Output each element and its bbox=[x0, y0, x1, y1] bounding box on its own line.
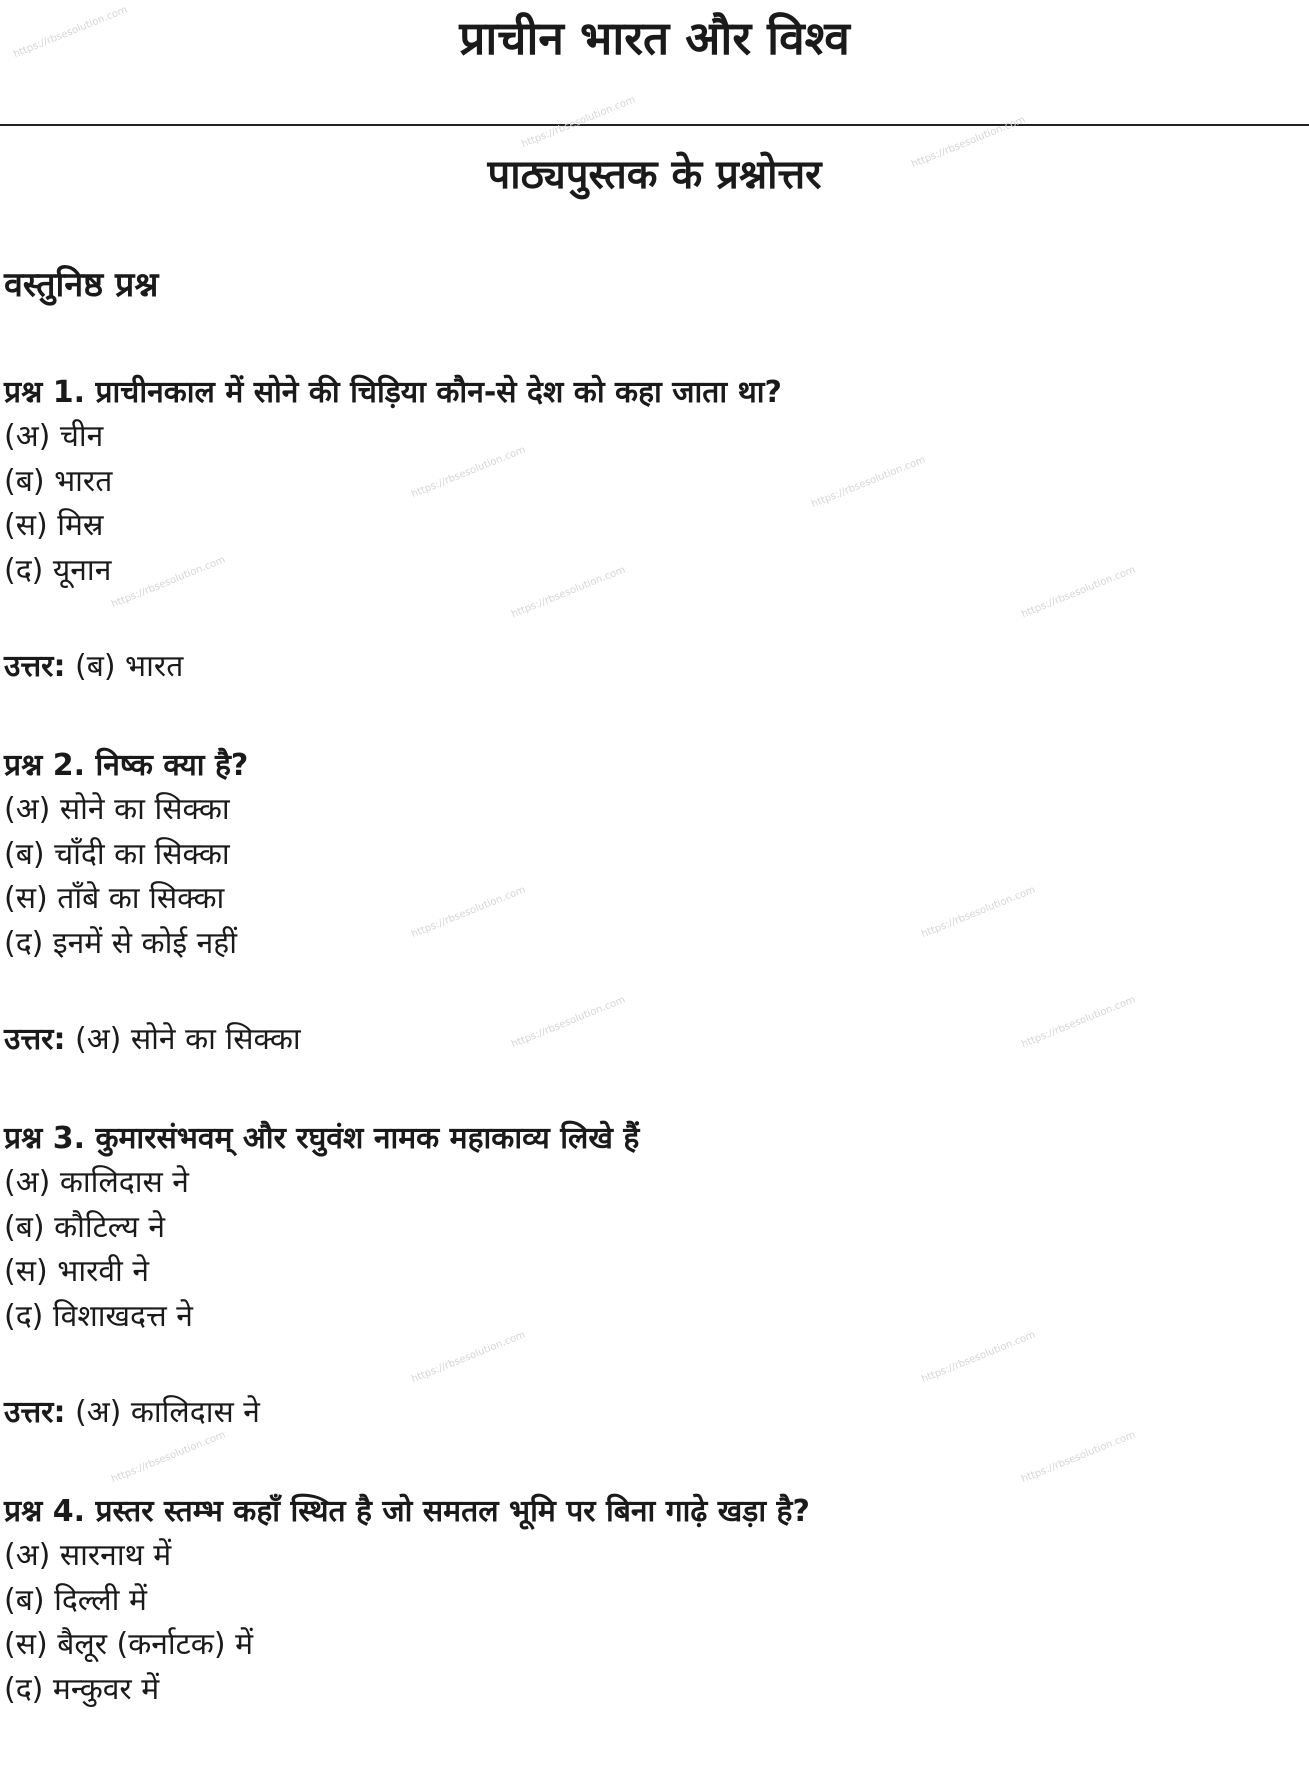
watermark: https://rbsesolution.com bbox=[810, 454, 928, 511]
option-b: (ब) चाँदी का सिक्का bbox=[4, 836, 230, 872]
option-c: (स) भारवी ने bbox=[4, 1254, 149, 1289]
answer-3 bbox=[4, 1391, 260, 1435]
answer-text: (अ) कालिदास ने bbox=[74, 1395, 260, 1430]
watermark: https://rbsesolution.com bbox=[1020, 1429, 1138, 1486]
watermark: https://rbsesolution.com bbox=[1020, 994, 1138, 1051]
watermark: https://rbsesolution.com bbox=[510, 564, 628, 621]
question-block-3 bbox=[4, 1117, 1294, 1339]
watermark: https://rbsesolution.com bbox=[410, 1329, 528, 1386]
watermark: https://rbsesolution.com bbox=[410, 884, 528, 941]
watermark: https://rbsesolution.com bbox=[910, 114, 1028, 171]
option-c: (स) बैलूर (कर्नाटक) में bbox=[4, 1627, 254, 1662]
option-a: (अ) सोने का सिक्का bbox=[4, 792, 230, 827]
watermark: https://rbsesolution.com bbox=[920, 1329, 1038, 1386]
watermark: https://rbsesolution.com bbox=[920, 884, 1038, 941]
question-text: प्रश्न 4. प्रस्तर स्तम्भ कहाँ स्थित है जो समतल भूमि पर बिना गाढ़े खड़ा है? bbox=[4, 1494, 810, 1529]
watermark: https://rbsesolution.com bbox=[510, 994, 628, 1051]
option-a: (अ) सारनाथ में bbox=[4, 1538, 172, 1573]
option-d: (द) इनमें से कोई नहीं bbox=[4, 925, 237, 961]
answer-text: (अ) सोने का सिक्का bbox=[74, 1022, 301, 1057]
answer-label: उत्तर: bbox=[4, 1022, 66, 1057]
answer-text: (ब) भारत bbox=[74, 649, 184, 684]
answer-2 bbox=[4, 1018, 301, 1062]
title-divider bbox=[0, 124, 1309, 126]
answer-label: उत्तर: bbox=[4, 649, 66, 684]
option-c: (स) ताँबे का सिक्का bbox=[4, 881, 225, 916]
question-text: प्रश्न 3. कुमारसंभवम् और रघुवंश नामक महाकाव्य लिखे हैं bbox=[4, 1121, 640, 1156]
option-b: (ब) भारत bbox=[4, 463, 113, 499]
option-b: (ब) कौटिल्य ने bbox=[4, 1209, 166, 1245]
option-d: (द) यूनान bbox=[4, 552, 112, 588]
option-b: (ब) दिल्ली में bbox=[4, 1582, 147, 1618]
question-block-2 bbox=[4, 744, 1294, 966]
question-block-1 bbox=[4, 371, 1294, 593]
option-d: (द) मन्कुवर में bbox=[4, 1671, 160, 1707]
watermark: https://rbsesolution.com bbox=[12, 4, 130, 61]
answer-1 bbox=[4, 645, 183, 689]
watermark: https://rbsesolution.com bbox=[110, 1429, 228, 1486]
page-subtitle: पाठ्यपुस्तक के प्रश्नोत्तर bbox=[487, 152, 822, 198]
answer-label: उत्तर: bbox=[4, 1395, 66, 1430]
watermark: https://rbsesolution.com bbox=[410, 444, 528, 501]
watermark: https://rbsesolution.com bbox=[520, 94, 638, 151]
option-c: (स) मिस्र bbox=[4, 508, 104, 543]
option-a: (अ) चीन bbox=[4, 419, 104, 454]
watermark: https://rbsesolution.com bbox=[1020, 564, 1138, 621]
question-block-4 bbox=[4, 1490, 1294, 1712]
question-text: प्रश्न 1. प्राचीनकाल में सोने की चिड़िया कौन-से देश को कहा जाता था? bbox=[4, 375, 782, 410]
option-a: (अ) कालिदास ने bbox=[4, 1165, 189, 1200]
page-title: प्राचीन भारत और विश्व bbox=[459, 11, 850, 65]
option-d: (द) विशाखदत्त ने bbox=[4, 1298, 193, 1334]
section-heading: वस्तुनिष्ठ प्रश्न bbox=[4, 265, 159, 305]
question-text: प्रश्न 2. निष्क क्या है? bbox=[4, 748, 249, 783]
watermark: https://rbsesolution.com bbox=[110, 554, 228, 611]
